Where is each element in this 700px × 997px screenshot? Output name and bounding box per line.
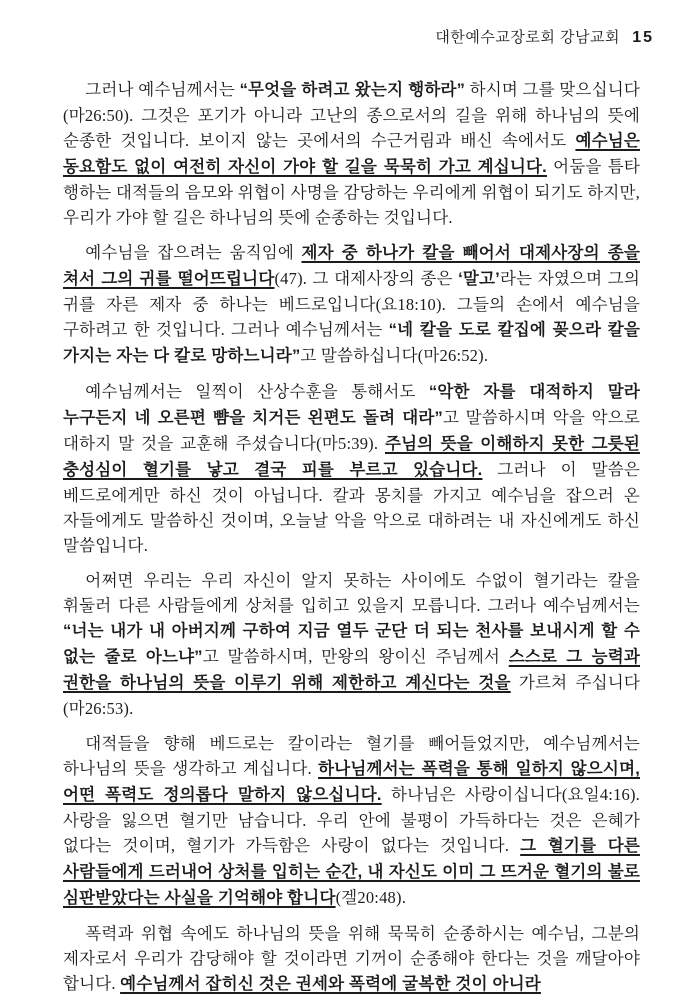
text-run-normal: (47). 그 대제사장의 종은: [274, 269, 459, 288]
text-run-normal: 고 말씀하십니다(마26:52).: [300, 346, 489, 365]
text-run-normal: 대적들을 향해 베드로는 칼이라는 혈기를 빼어들었지만, 예수님께서는 하나님의 뜻을 생각하고 계십니다.: [63, 734, 640, 778]
text-run-normal: 가르쳐 주십니다(마26:53).: [63, 673, 641, 718]
text-run-normal: (겔20:48).: [335, 888, 407, 907]
text-run-bold-underline: 제자 중 하나가 칼을 빼어서 대제사장의 종을 쳐서 그의 귀를 떨어뜨립니다: [63, 244, 640, 288]
page-header: [63, 26, 654, 47]
paragraph: [63, 240, 640, 369]
text-run-normal: 그러나 이 말씀은 베드로에게만 하신 것이 아닙니다. 칼과 몽치를 가지고 예수님을 잡으러 온 자들에게도 말씀하신 것이며, 오늘날 악을 악으로 대하려는 내 자신에게도 하신 말씀입니다.: [63, 460, 640, 555]
text-run-normal: 어쩌면 우리는 우리 자신이 알지 못하는 사이에도 수없이 혈기라는 칼을 휘둘러 다른 사람들에게 상처를 입히고 있을지 모릅니다. 그러나 예수님께서는: [63, 571, 640, 615]
text-run-normal: 폭력과 위협 속에도 하나님의 뜻을 위해 묵묵히 순종하시는 예수님, 그분의 제자로서 우리가 감당해야 할 것이라면 기꺼이 순종해야 한다는 것을 깨달아야 합니다.: [63, 924, 640, 993]
text-run-normal: 그러나 예수님께서는: [85, 80, 240, 99]
text-run-bold-underline: 그 혈기를 다른 사람들에게 드러내어 상처를 입히는 순간, 내 자신도 이미 그 뜨거운 혈기의 불로 심판받았다는 사실을 기억해야 합니다: [63, 837, 640, 907]
text-run-normal: 하나님은 사랑이십니다(요일4:16). 사랑을 잃으면 혈기만 남습니다. 우리 안에 불평이 가득하다는 것은 은혜가 없다는 것이며, 혈기가 가득함은 사랑이 없다는 것입니다.: [63, 785, 640, 855]
paragraph: [63, 731, 640, 911]
text-run-bold-underline: 예수님은 동요함도 없이 여전히 자신이 가야 할 길을 묵묵히 가고 계십니다.: [63, 132, 640, 176]
paragraph: [63, 379, 640, 558]
text-run-bold: “악한 자를 대적하지 말라 누구든지 네 오른편 뺨을 치거든 왼편도 돌려 대라”: [63, 383, 640, 427]
text-run-normal: 예수님께서는 일찍이 산상수훈을 통해서도: [85, 382, 429, 401]
church-name: 대한예수교장로회 강남교회: [435, 29, 620, 46]
text-run-bold-underline: 하나님께서는 폭력을 통해 일하지 않으시며, 어떤 폭력도 정의롭다 말하지 않으십니다.: [63, 760, 640, 804]
text-run-bold: “네 칼을 도로 칼집에 꽂으라 칼을 가지는 자는 다 칼로 망하느니라”: [63, 321, 640, 365]
text-run-bold: “너는 내가 내 아버지께 구하여 지금 열두 군단 더 되는 천사를 보내시게 할 수 없는 줄로 아느냐”: [63, 622, 640, 666]
text-run-normal: 어둠을 틈타 행하는 대적들의 음모와 위협이 사명을 감당하는 우리에게 위협이 되기도 하지만, 우리가 가야 할 길은 하나님의 뜻에 순종하는 것입니다.: [63, 157, 640, 227]
text-run-bold-underline: 주님의 뜻을 이해하지 못한 그릇된 충성심이 혈기를 낳고 결국 피를 부르고 있습니다.: [63, 435, 640, 479]
text-run-normal: 고 말씀하시며 악을 악으로 대하지 말 것을 교훈해 주셨습니다(마5:39).: [63, 408, 640, 453]
text-run-normal: 예수님을 잡으려는 움직임에: [85, 243, 302, 262]
paragraph: [63, 921, 640, 997]
text-run-normal: 고 말씀하시며, 만왕의 왕이신 주님께서: [202, 647, 509, 666]
paragraph: [63, 77, 640, 230]
text-run-bold-underline: 예수님께서 잡히신 것은 권세와 폭력에 굴복한 것이 아니라: [120, 975, 541, 993]
text-run-bold: “무엇을 하려고 왔는지 행하라”: [239, 81, 466, 99]
document-body: [63, 77, 640, 997]
text-run-normal: 하시며 그를 맞으십니다(마26:50). 그것은 포기가 아니라 고난의 종으로서의 길을 위해 하나님의 뜻에 순종한 것입니다. 보이지 않는 곳에서의 수근거림과 배신 속에서도: [63, 80, 641, 150]
page-number: 15: [632, 29, 654, 46]
text-run-bold-underline: 스스로 그 능력과 권한을 하나님의 뜻을 이루기 위해 제한하고 계신다는 것을: [63, 648, 640, 692]
paragraph: [63, 568, 640, 721]
text-run-normal: 라는 자였으며 그의 귀를 자른 제자 중 하나는 베드로입니다(요18:10). 그들의 손에서 예수님을 구하려고 한 것입니다. 그러나 예수님께서는: [63, 269, 641, 339]
text-run-bold: ‘말고’: [458, 270, 500, 288]
